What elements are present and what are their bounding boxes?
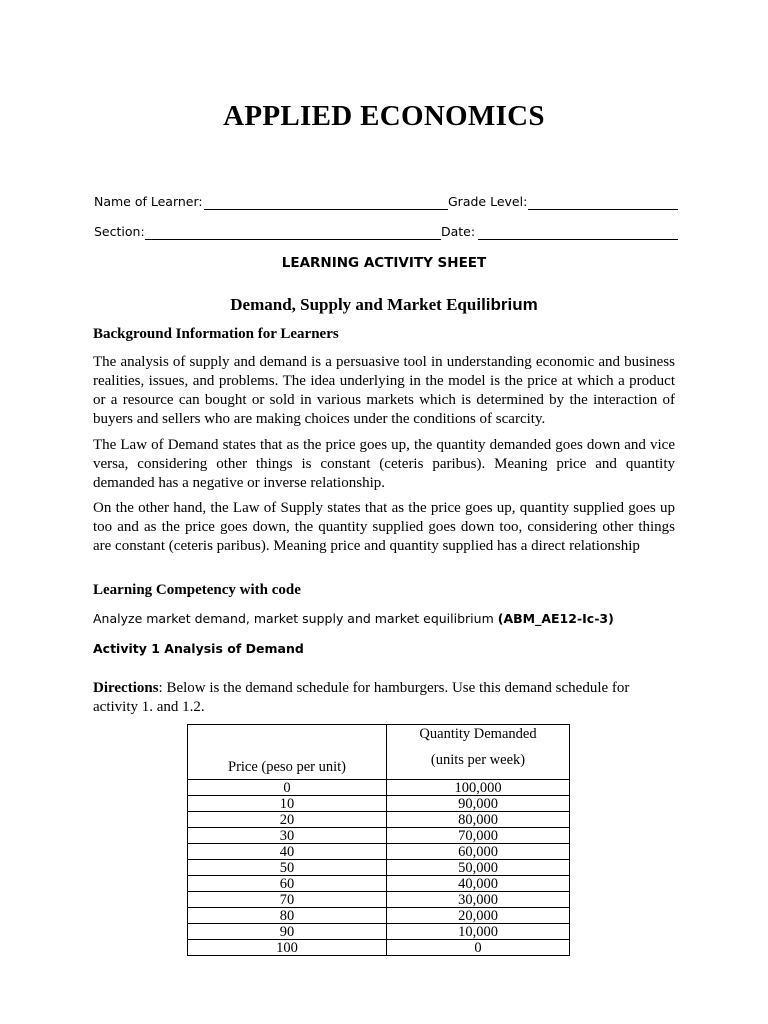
page-title: APPLIED ECONOMICS [223,100,545,132]
quantity-cell: 10,000 [387,924,570,940]
subtitle-part2: ilibrium [476,295,538,314]
table-row [188,924,570,940]
quantity-cell: 70,000 [387,828,570,844]
price-cell: 60 [188,876,387,892]
table-row [188,860,570,876]
grade-blank[interactable] [528,209,678,210]
quantity-cell: 80,000 [387,812,570,828]
table-header-row [188,725,570,780]
demand-schedule-table [187,724,570,956]
table-row [188,876,570,892]
price-cell: 0 [188,780,387,796]
quantity-cell: 60,000 [387,844,570,860]
table-row [188,828,570,844]
subtitle-part1: Demand, Supply and Market Equ [230,295,477,314]
date-label: Date: [441,224,476,239]
quantity-cell: 20,000 [387,908,570,924]
background-heading: Background Information for Learners [93,326,339,342]
paragraph-law-of-supply: On the other hand, the Law of Supply states that as the price goes up, quantity supplied goes up too and as the price goes down, the quantity supplied goes down too, considering other things are constant (ceteris paribus). Meaning price and quantity supplied has a direct relationship [93,500,675,554]
price-cell: 90 [188,924,387,940]
quantity-column-header: Quantity Demanded (units per week) [387,725,570,780]
table-row [188,940,570,956]
price-cell: 30 [188,828,387,844]
quantity-cell: 30,000 [387,892,570,908]
table-row [188,796,570,812]
competency-heading: Learning Competency with code [93,582,301,598]
price-column-header: Price (peso per unit) [188,725,387,780]
table-row [188,892,570,908]
sheet-title: LEARNING ACTIVITY SHEET [281,255,487,271]
section-date-row [94,224,678,244]
name-grade-row [94,194,678,214]
paragraph-law-of-demand: The Law of Demand states that as the price goes up, the quantity demanded goes down and vice versa, considering other things is constant (ceteris paribus). Meaning price and quantity demanded has a negative or inverse relationship. [93,437,675,491]
competency-line [93,611,614,626]
section-blank[interactable] [145,239,441,240]
quantity-cell: 40,000 [387,876,570,892]
paragraph-supply-demand: The analysis of supply and demand is a persuasive tool in understanding economic and business realities, issues, and problems. The idea underlying in the model is the price at which a product or a resource can bought or sold in various markets which is determined by the interaction of buyers and sellers who are making choices under the conditions of scarcity. [93,354,675,427]
directions-label: Directions [93,680,159,696]
quantity-cell: 0 [387,940,570,956]
price-cell: 50 [188,860,387,876]
table-row [188,908,570,924]
price-cell: 20 [188,812,387,828]
name-blank[interactable] [204,209,448,210]
subtitle [0,295,768,315]
date-blank[interactable] [478,239,678,240]
directions-text: : Below is the demand schedule for hamburgers. Use this demand schedule for activity 1. and 1.2. [93,680,630,715]
price-cell: 10 [188,796,387,812]
price-cell: 40 [188,844,387,860]
name-label: Name of Learner: [94,194,203,209]
quantity-cell: 90,000 [387,796,570,812]
quantity-cell: 100,000 [387,780,570,796]
table-row [188,844,570,860]
competency-text: Analyze market demand, market supply and market equilibrium [93,611,494,626]
activity-heading: Activity 1 Analysis of Demand [93,641,304,656]
table-row [188,780,570,796]
price-cell: 70 [188,892,387,908]
directions [93,679,675,717]
price-cell: 100 [188,940,387,956]
competency-code: (ABM_AE12-Ic-3) [497,611,614,626]
grade-label: Grade Level: [448,194,528,209]
price-cell: 80 [188,908,387,924]
quantity-cell: 50,000 [387,860,570,876]
table-row [188,812,570,828]
section-label: Section: [94,224,145,239]
